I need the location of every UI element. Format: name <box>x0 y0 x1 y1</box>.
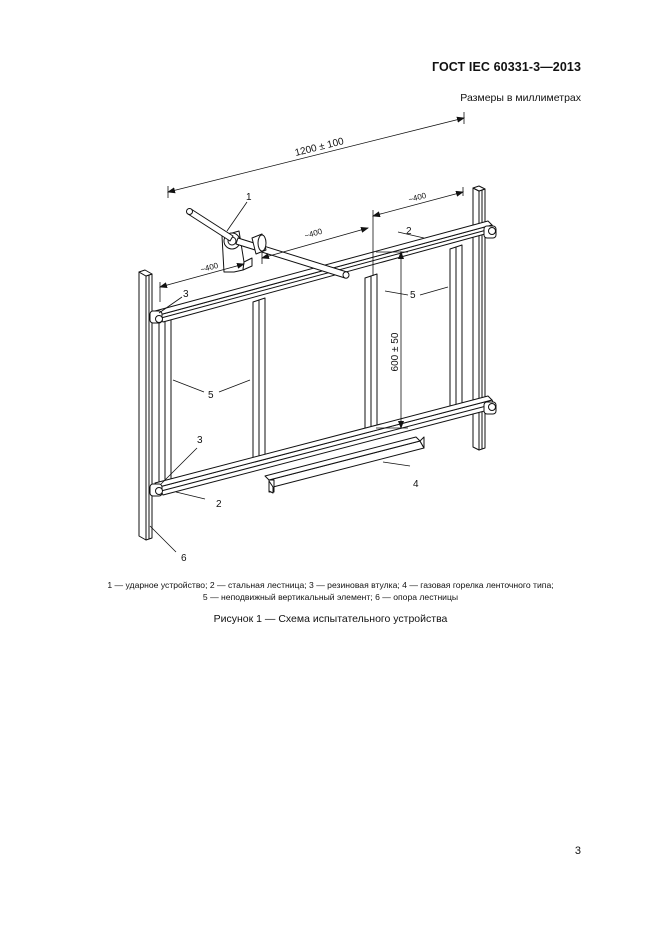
dim-height: 600 ± 50 <box>390 332 401 372</box>
callout-3-top: 3 <box>183 289 189 300</box>
left-ladder-support <box>139 270 152 540</box>
legend-line-1: 1 — ударное устройство; 2 — стальная лестница; 3 — резиновая втулка; 4 — газовая горелка ленточного типа; <box>107 580 554 590</box>
legend-line-2: 5 — неподвижный вертикальный элемент; 6 — опора лестницы <box>202 592 459 602</box>
callout-2-bottom: 2 <box>216 499 222 510</box>
callout-3-bottom: 3 <box>197 435 203 446</box>
dim-line-overall <box>168 118 464 192</box>
callout-2-top: 2 <box>406 226 412 237</box>
dim-spacing-right: ~400 <box>407 190 428 205</box>
dim-overall-length: 1200 ± 100 <box>293 136 345 159</box>
callout-4: 4 <box>413 479 419 490</box>
page-number: 3 <box>574 845 581 857</box>
callout-1: 1 <box>246 192 252 203</box>
callout-5-left: 5 <box>208 390 214 401</box>
callout-6: 6 <box>181 553 187 564</box>
ladder-bottom-rail <box>155 396 496 495</box>
callout-5-right: 5 <box>410 290 416 301</box>
figure-caption: Рисунок 1 — Схема испытательного устройства <box>213 613 448 625</box>
dim-spacing-left: ~400 <box>199 260 220 275</box>
dim-spacing-middle: ~400 <box>303 226 324 241</box>
figure-legend <box>0 579 661 603</box>
standard-code-header: ГОСТ IEC 60331-3—2013 <box>431 60 581 74</box>
units-note: Размеры в миллиметрах <box>460 92 581 104</box>
